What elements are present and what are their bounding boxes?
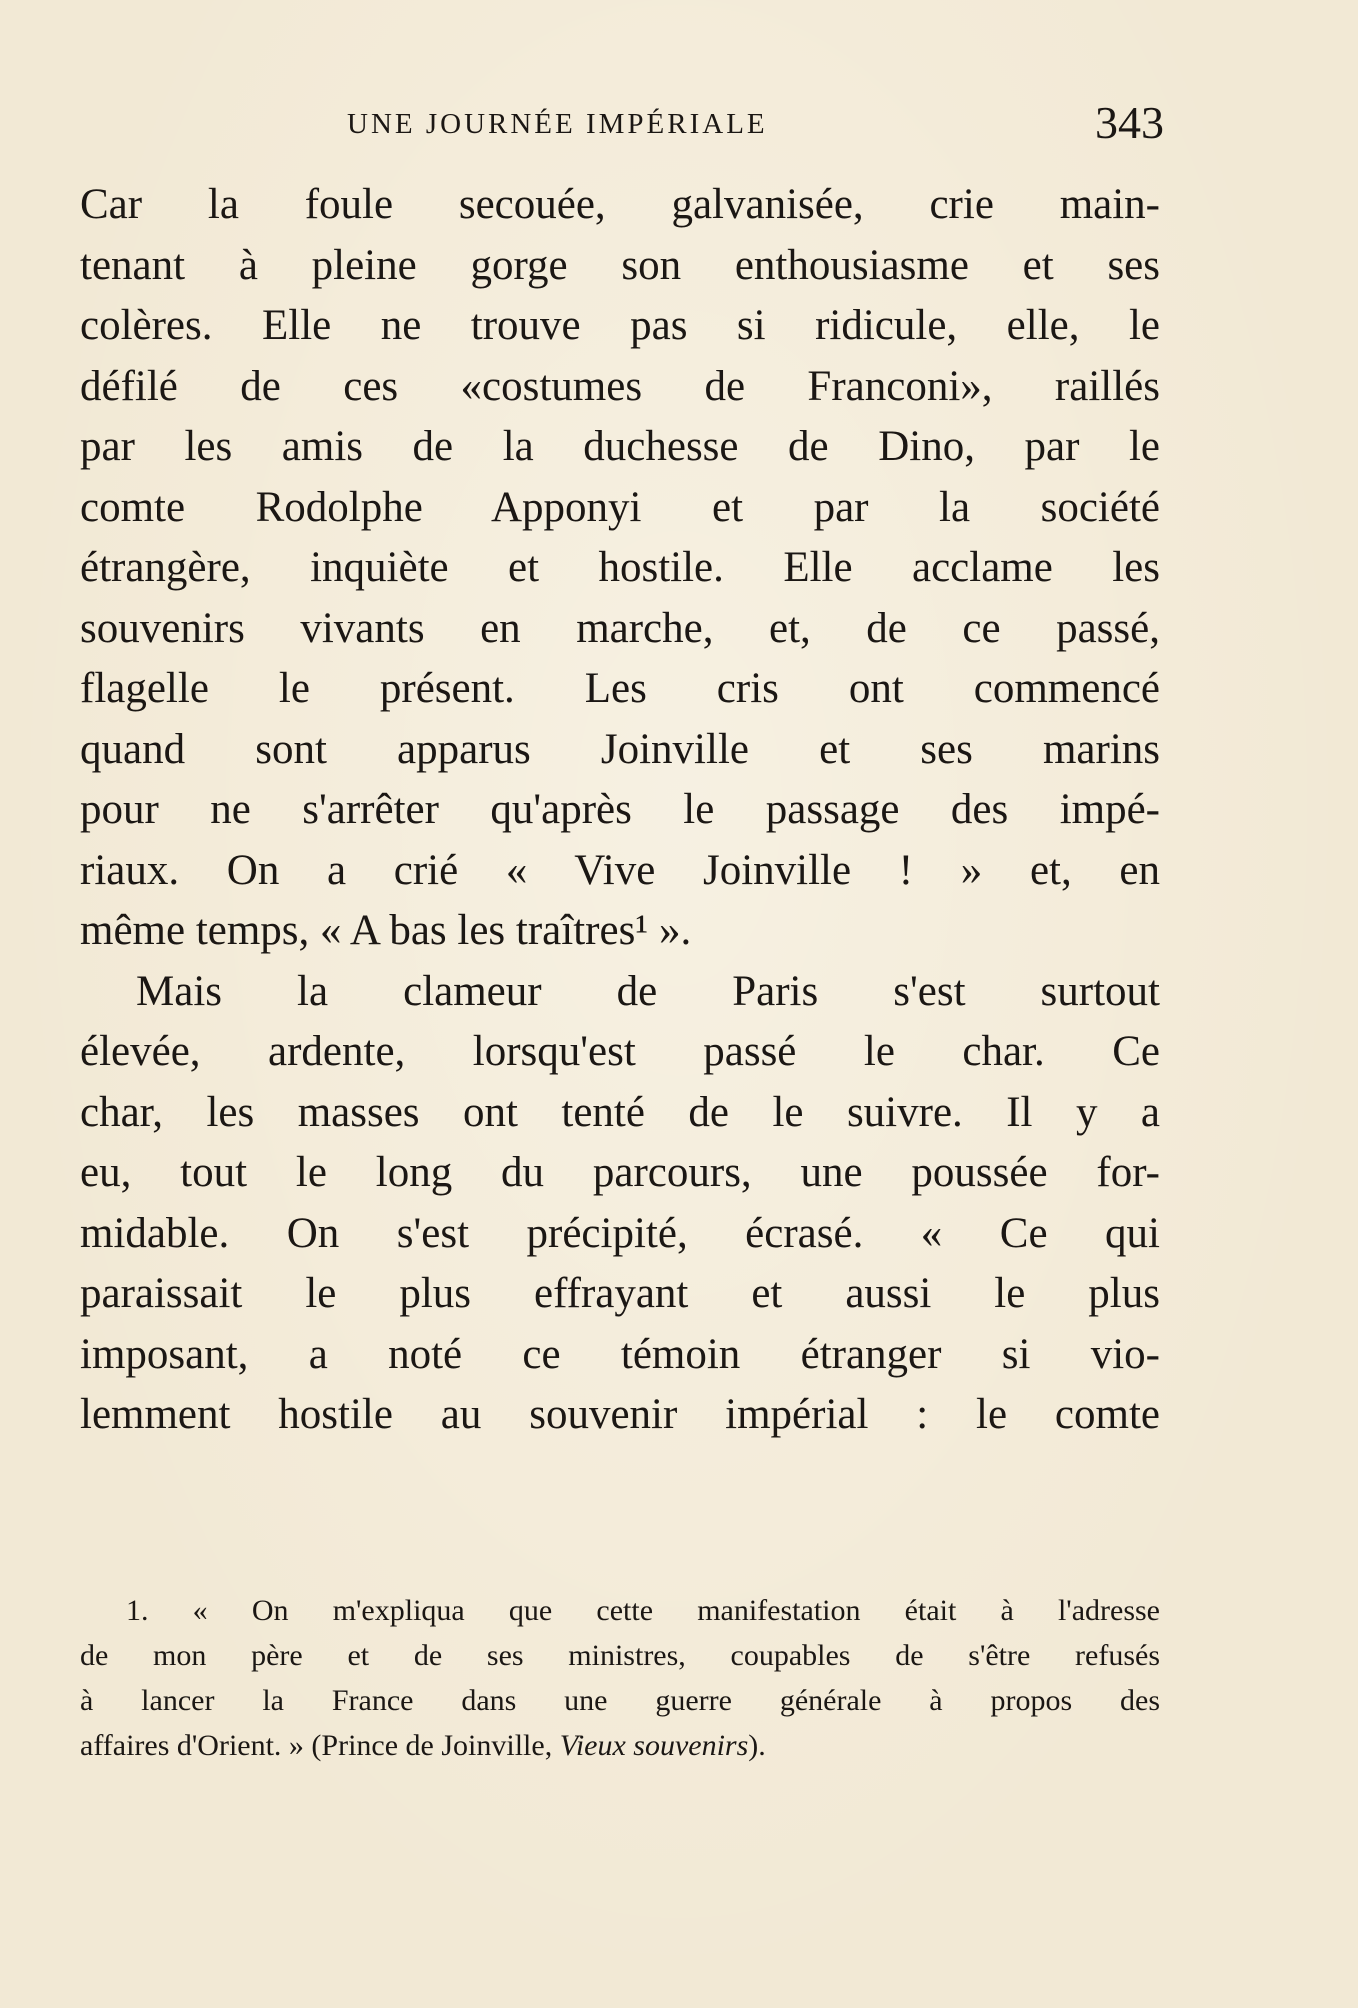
body-line: par les amis de la duchesse de Dino, par le (80, 423, 1160, 470)
body-line: tenant à pleine gorge son enthousiasme et ses (80, 241, 1160, 289)
body-line: colères. Elle ne trouve pas si ridicule, elle, le (80, 302, 1160, 349)
body-line: pour ne s'arrêter qu'après le passage des impé- (80, 786, 1160, 833)
footnote-line: de mon père et de ses ministres, coupables de s'être refusés (80, 1639, 1160, 1672)
running-head (80, 96, 1164, 156)
body-line: lemment hostile au souvenir impérial : le comte (80, 1391, 1160, 1438)
body-line: Mais la clameur de Paris s'est surtout (136, 967, 1160, 1015)
footnote-line: à lancer la France dans une guerre générale à propos des (80, 1684, 1160, 1717)
footnote-text: affaires d'Orient. » (Prince de Joinville, (80, 1729, 560, 1762)
body-line: char, les masses ont tenté de le suivre. Il y a (80, 1088, 1160, 1136)
body-line: imposant, a noté ce témoin étranger si vio- (80, 1330, 1160, 1378)
body-line: défilé de ces «costumes de Franconi», raillés (80, 362, 1160, 410)
body-line: Car la foule secouée, galvanisée, crie main- (80, 181, 1160, 228)
footnote-line-last (80, 1723, 1160, 1768)
body-line: élevée, ardente, lorsqu'est passé le char. Ce (80, 1028, 1160, 1075)
body-line: quand sont apparus Joinville et ses marins (80, 725, 1160, 773)
body-line: étrangère, inquiète et hostile. Elle acclame les (80, 544, 1160, 591)
body-line: comte Rodolphe Apponyi et par la société (80, 483, 1160, 531)
footnote-book-title: Vieux souvenirs (559, 1729, 749, 1762)
body-line: flagelle le présent. Les cris ont commencé (80, 665, 1160, 712)
body-text (80, 175, 1160, 1446)
footnote-text: ). (748, 1729, 766, 1762)
body-line: riaux. On a crié « Vive Joinville ! » et, en (80, 846, 1160, 894)
footnote (80, 1588, 1160, 1768)
body-line: eu, tout le long du parcours, une poussée for- (80, 1149, 1160, 1196)
body-line: souvenirs vivants en marche, et, de ce passé, (80, 604, 1160, 652)
body-line: paraissait le plus effrayant et aussi le plus (80, 1270, 1160, 1317)
body-line: même temps, « A bas les traîtres¹ ». (80, 907, 692, 954)
running-title: UNE JOURNÉE IMPÉRIALE (347, 108, 768, 140)
page-number: 343 (1095, 97, 1164, 148)
footnote-line: 1. « On m'expliqua que cette manifestation était à l'adresse (126, 1594, 1160, 1627)
body-line: midable. On s'est précipité, écrasé. « Ce qui (80, 1209, 1160, 1257)
